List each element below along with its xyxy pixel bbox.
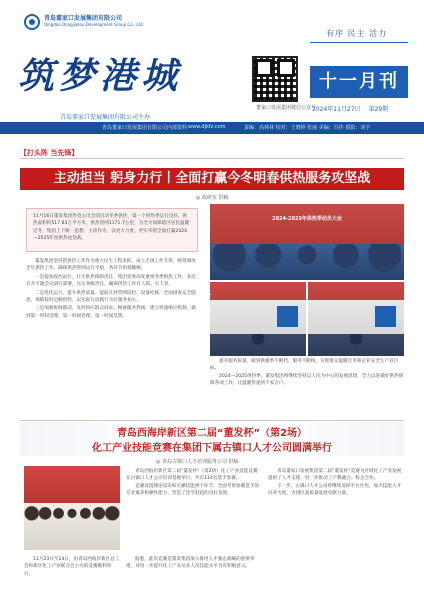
- story2-paragraph: 青岛西海岸新区第二届“董发杯”（第2场）化工产业技能竞赛在古镇口人才公司培训基地举行，共有114名选手参赛。: [126, 469, 258, 482]
- story2-title-line2[interactable]: 化工产业技能竞赛在集团下属古镇口人才公司圆满举行: [92, 443, 332, 454]
- monthly-badge: 十一月刊: [310, 66, 408, 98]
- header-band-left: 青岛董家口发展集团有限公司内部资料: [102, 125, 188, 131]
- story2-title-line1[interactable]: 青岛西海岸新区第二届“董发杯”（第2场）: [116, 428, 308, 439]
- story2-left-column: [24, 556, 120, 578]
- story2-paragraph: 下一步，古镇口人才公司将继续发挥平台作用，加大技能人才培养力度，为园区高质量发展贡献力量。: [268, 483, 402, 497]
- story2-middle-column: [126, 468, 262, 498]
- paper-sponsor: 青岛董家口发展集团有限公司主办: [60, 114, 151, 121]
- slogan-divider: [310, 42, 408, 43]
- caption-paragraph: 提升服务质量，做到供暖季不断档、服务不断线，实现群众温暖过冬和企业安全生产双目标。: [210, 359, 399, 372]
- story1-headline[interactable]: 主动担当 躬身力行丨全面打赢今冬明春供热服务攻坚战: [53, 171, 371, 186]
- photo-speaker-bottom-left: [210, 294, 211, 295]
- masthead: [0, 0, 424, 140]
- story2-byline: ◎ 青岛古镇口人才培训服务公司 供稿: [156, 459, 239, 465]
- story2-middle-column-bottom: [126, 556, 262, 571]
- story1-body: [26, 258, 198, 321]
- section-tag: 【打头阵 当先锋】: [20, 149, 79, 157]
- photo-competition-group: [24, 466, 120, 550]
- story1-caption: [210, 358, 404, 388]
- story2-paragraph: 竞赛设置理论知识和实操技能两个环节，全面考察参赛选手的专业素养和操作能力，营造了比学赶超的良好氛围。: [126, 483, 260, 497]
- story2-paragraph: 青岛董家口发展集团第二届“董发杯”竞赛为区域化工产业发展提供了人才支撑，进一步推动了产教融合、校企合作。: [268, 469, 402, 482]
- story1-paragraph: 三是加强协调联动，及时回应群众诉求。畅通服务热线，建立快速响应机制，做到第一时间受理、第一时间处理、第一时间反馈。: [26, 306, 196, 319]
- photo-banner-text: 2024-2025年供热季动员大会: [272, 215, 342, 222]
- company-logo-icon: [24, 14, 40, 30]
- issue-number: 第29期: [368, 106, 389, 113]
- qr-code-icon[interactable]: [252, 56, 298, 102]
- story1-byline: ◎ 政研室 供稿: [196, 195, 229, 201]
- slogan: 有序 民主 活力: [326, 29, 388, 38]
- story1-paragraph: 一是提高政治站位，扛牢供热保障责任。集团党委高度重视冬季供热工作，多次召开专题会议研究部署，压实各级责任，确保供热工作有人抓、有人管。: [26, 274, 196, 288]
- photo-speaker-panel-2: [308, 300, 404, 356]
- story1-paragraph: 董发集团坚持把供热工作作为重大民生工程来抓，成立专项工作专班，统筹调度全年供热工作，确保供热管网运行平稳，各环节衔接顺畅。: [26, 259, 196, 272]
- section-divider: [20, 158, 404, 159]
- company-name: 青岛董家口发展集团有限公司: [44, 15, 123, 22]
- story1-paragraph: 二是优化运行，提升供热质量。提前开展管网巡检、设备检修，全面排查安全隐患，保障按时足额供热，以实际行动践行为民服务初心。: [26, 290, 196, 304]
- paper-title: 筑梦港城: [18, 55, 183, 97]
- header-band-url[interactable]: www.djkfz.com: [188, 124, 226, 130]
- caption-paragraph: 2024—2025供热季，董发集团将继续坚持以人民为中心的发展思想，全力以赴做好供热保障各项工作，让温暖传递到千家万户。: [210, 373, 404, 387]
- company-name-en: Qingdao Dongjiakou Development Group Co., Ltd.: [44, 22, 144, 27]
- story2-paragraph: 据悉，此次竞赛是董发集团深入推进人才强企战略的重要举措，对进一步提升化工产业从业人员技能水平具有积极意义。: [126, 557, 255, 570]
- story2-right-column: [268, 468, 404, 498]
- story2-paragraph: 11月23日至24日，由青岛西海岸新区总工会和新区化工产业联合会主办的竞赛顺利举行。: [24, 557, 120, 577]
- qr-label: 董家口发展集团微信公众号: [256, 105, 317, 111]
- story-divider: [20, 420, 404, 421]
- issue-date: 2024年11月27日: [312, 106, 361, 113]
- photo-speaker-panel-1: [210, 300, 306, 356]
- issue-info: [312, 104, 388, 113]
- story1-intro: 11月16日董发集团热电公司全面启动冬季供热，第一个供热季运行良好。供热面积约517.83万平方米，供热管网1171.7公里，为全力保障辖区居民温暖过冬，集团上下统一思想、主动作为，以更大力度、更实举措全面打赢2024—2025年度供热攻坚战。: [26, 208, 198, 252]
- photo-mobilization-meeting: [210, 204, 404, 280]
- header-band-credits: 责编：高林林 校对：王晓婷 张丽 美编：冯佳 摄影：刘宇: [244, 125, 371, 131]
